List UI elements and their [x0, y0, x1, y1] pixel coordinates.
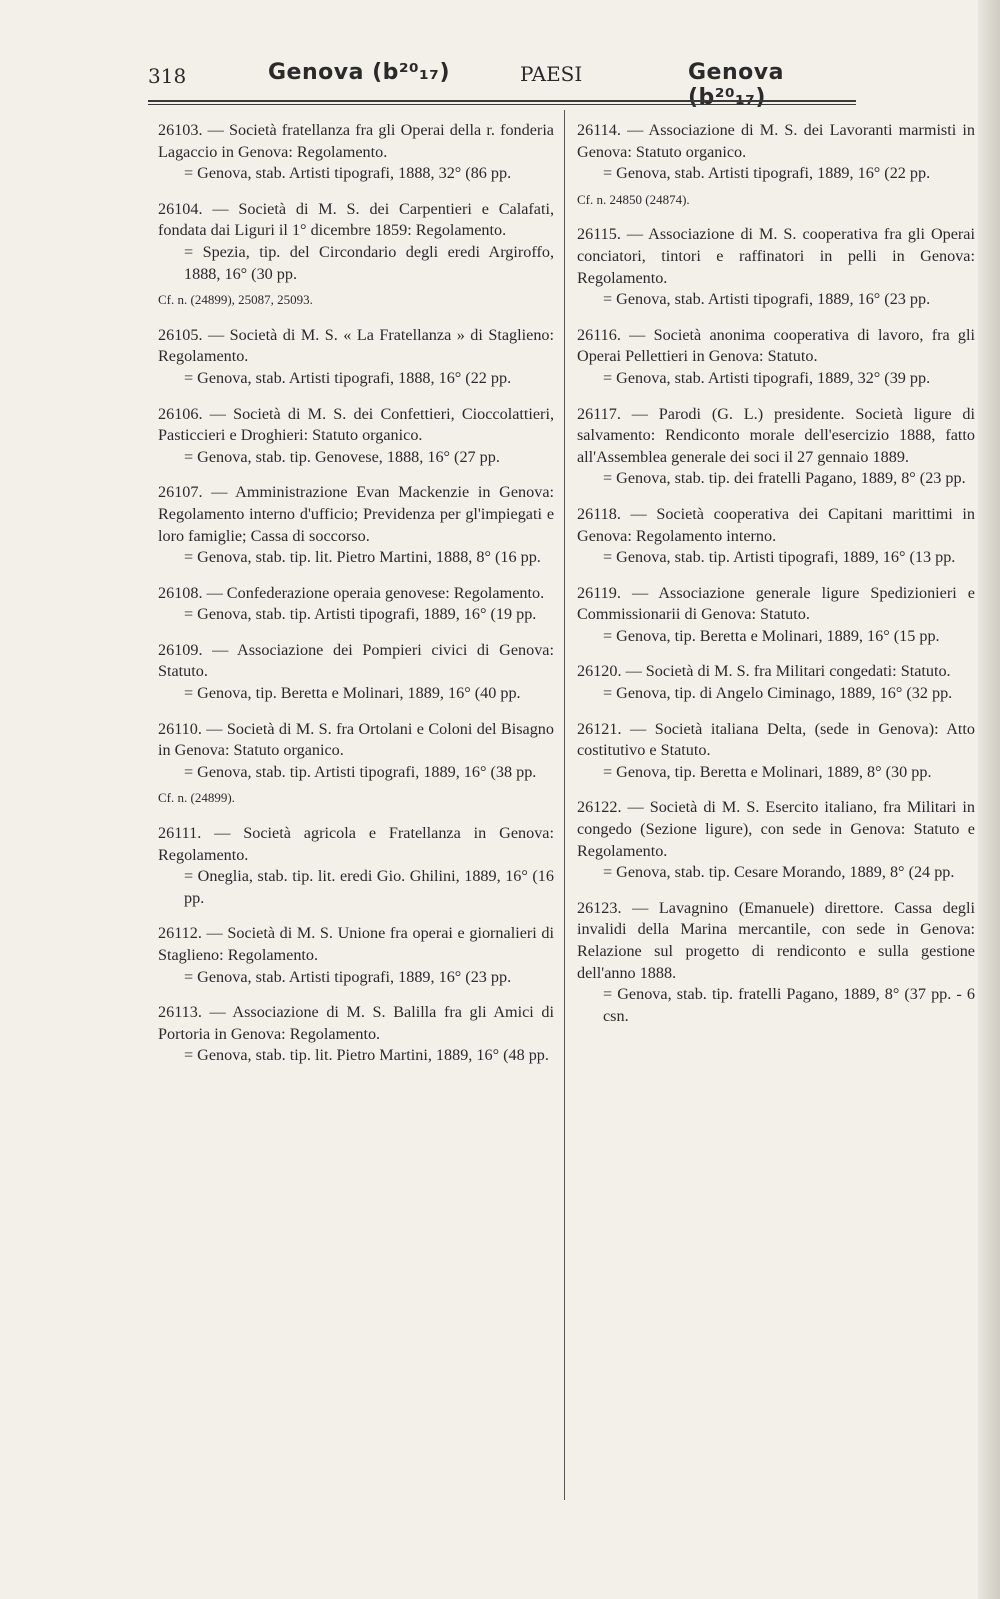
header-rule [148, 100, 856, 102]
entry-publication: = Genova, stab. Artisti tipografi, 1889, 16° (22 pp. [603, 164, 931, 183]
entry-text: 26118. — Società cooperativa dei Capitani marittimi in Genova: Regolamento interno. [577, 504, 975, 545]
entry-text: 26109. — Associazione dei Pompieri civici di Genova: Statuto. [158, 640, 554, 681]
entry-text: 26117. — Parodi (G. L.) presidente. Società ligure di salvamento: Rendiconto morale dell'esercizio 1888, fatto all'Assemblea generale dei soci il 27 gennaio 1889. [577, 404, 975, 466]
entry-text: 26113. — Associazione di M. S. Balilla fra gli Amici di Portoria in Genova: Regolamento. [158, 1003, 554, 1043]
running-header [148, 58, 856, 110]
entry-publication: = Genova, stab. Artisti tipografi, 1889, 32° (39 pp. [603, 368, 931, 387]
entry [577, 661, 975, 704]
entry [158, 640, 554, 705]
entry-publication: = Genova, stab. Artisti tipografi, 1888, 32° (86 pp. [184, 164, 512, 183]
entry-text: 26119. — Associazione generale ligure Spedizionieri e Commissionarii di Genova: Statuto. [577, 583, 975, 624]
entry [158, 923, 554, 988]
entry-text: 26121. — Società italiana Delta, (sede in Genova): Atto costitutivo e Statuto. [577, 719, 975, 760]
entry-text: 26105. — Società di M. S. « La Fratellanza » di Staglieno: Regolamento. [158, 325, 554, 366]
entry-publication: = Genova, stab. Artisti tipografi, 1889, 16° (23 pp. [184, 967, 512, 986]
entry-crossref: Cf. n. (24899), 25087, 25093. [158, 292, 313, 308]
entry-publication: = Genova, stab. tip. lit. Pietro Martini, 1888, 8° (16 pp. [184, 548, 541, 567]
right-column [577, 120, 975, 1041]
entry [577, 120, 975, 210]
entry-publication: = Genova, stab. tip. Artisti tipografi, 1889, 16° (13 pp. [603, 548, 956, 567]
header-rule-thin [148, 104, 856, 105]
entry [577, 797, 975, 883]
header-center-title: PAESI [520, 62, 583, 86]
entry-publication: = Genova, stab. tip. Artisti tipografi, 1889, 16° (38 pp. [184, 762, 537, 781]
left-column [158, 120, 554, 1081]
entry [577, 583, 975, 648]
entry-publication: = Genova, stab. tip. lit. Pietro Martini, 1889, 16° (48 pp. [184, 1046, 549, 1065]
entry-text: 26123. — Lavagnino (Emanuele) direttore. Cassa degli invalidi della Marina mercantile, con sede in Genova: Relazione sul progetto di rendiconto e sulla gestione dell'anno 1888. [577, 898, 975, 982]
entry [158, 823, 554, 909]
entry [577, 224, 975, 310]
column-divider [564, 110, 565, 1500]
entry [577, 325, 975, 390]
entry-publication: = Genova, stab. Artisti tipografi, 1889, 16° (23 pp. [603, 290, 931, 309]
entry-text: 26114. — Associazione di M. S. dei Lavoranti marmisti in Genova: Statuto organico. [577, 121, 975, 161]
entry [158, 120, 554, 185]
entry-text: 26111. — Società agricola e Fratellanza in Genova: Regolamento. [158, 824, 554, 864]
entry-text: 26116. — Società anonima cooperativa di lavoro, fra gli Operai Pellettieri in Genova: Statuto. [577, 325, 975, 366]
page-number: 318 [148, 64, 187, 88]
entry-text: 26107. — Amministrazione Evan Mackenzie in Genova: Regolamento interno d'ufficio; Previdenza per gl'impiegati e loro famiglie; Cassa di soccorso. [158, 483, 554, 545]
entry-publication: = Genova, stab. Artisti tipografi, 1888, 16° (22 pp. [184, 368, 512, 387]
entry-text: 26112. — Società di M. S. Unione fra operai e giornalieri di Staglieno: Regolamento. [158, 924, 554, 964]
entry [577, 504, 975, 569]
entry-text: 26115. — Associazione di M. S. cooperativa fra gli Operai conciatori, tintori e raffinatori in pelli in Genova: Regolamento. [577, 225, 975, 287]
entry-publication: = Genova, stab. tip. Cesare Morando, 1889, 8° (24 pp. [603, 863, 955, 882]
entry-publication: = Genova, tip. di Angelo Ciminago, 1889, 16° (32 pp. [603, 684, 953, 703]
entry-publication: = Genova, tip. Beretta e Molinari, 1889, 16° (15 pp. [603, 626, 940, 645]
entry-crossref: Cf. n. 24850 (24874). [577, 191, 690, 207]
entry [158, 482, 554, 568]
entry-text: 26120. — Società di M. S. fra Militari congedati: Statuto. [577, 662, 951, 681]
entry-text: 26108. — Confederazione operaia genovese: Regolamento. [158, 583, 545, 602]
header-right-title: Genova (b²⁰₁₇) [688, 60, 784, 110]
entry-text: 26103. — Società fratellanza fra gli Operai della r. fonderia Lagaccio in Genova: Regolamento. [158, 121, 554, 161]
entry-publication: = Oneglia, stab. tip. lit. eredi Gio. Ghilini, 1889, 16° (16 pp. [184, 867, 554, 907]
entry [158, 404, 554, 469]
entry [577, 719, 975, 784]
entry [158, 583, 554, 626]
entry [158, 199, 554, 311]
header-left-title: Genova (b²⁰₁₇) [268, 60, 451, 85]
entry-publication: = Genova, stab. tip. dei fratelli Pagano, 1889, 8° (23 pp. [603, 469, 966, 488]
entry [158, 325, 554, 390]
entry-publication: = Spezia, tip. del Circondario degli eredi Argiroffo, 1888, 16° (30 pp. [184, 242, 554, 283]
entry [577, 898, 975, 1028]
entry-publication: = Genova, tip. Beretta e Molinari, 1889, 16° (40 pp. [184, 684, 521, 703]
entry-publication: = Genova, tip. Beretta e Molinari, 1889, 8° (30 pp. [603, 762, 932, 781]
page-edge-shadow [978, 0, 1000, 1599]
entry-text: 26104. — Società di M. S. dei Carpentieri e Calafati, fondata dai Liguri il 1° dicembre 1859: Regolamento. [158, 199, 554, 240]
entry [158, 1002, 554, 1067]
entry [577, 404, 975, 490]
entry-publication: = Genova, stab. tip. fratelli Pagano, 1889, 8° (37 pp. - 6 csn. [603, 985, 975, 1025]
entry [158, 719, 554, 809]
entry-text: 26106. — Società di M. S. dei Confettieri, Cioccolattieri, Pasticcieri e Droghieri: Statuto organico. [158, 404, 554, 445]
entry-crossref: Cf. n. (24899). [158, 790, 235, 806]
entry-text: 26110. — Società di M. S. fra Ortolani e Coloni del Bisagno in Genova: Statuto organico. [158, 719, 554, 760]
entry-text: 26122. — Società di M. S. Esercito italiano, fra Militari in congedo (Sezione ligure), con sede in Genova: Statuto e Regolamento. [577, 798, 975, 860]
entry-publication: = Genova, stab. tip. Genovese, 1888, 16° (27 pp. [184, 447, 500, 466]
entry-publication: = Genova, stab. tip. Artisti tipografi, 1889, 16° (19 pp. [184, 605, 537, 624]
